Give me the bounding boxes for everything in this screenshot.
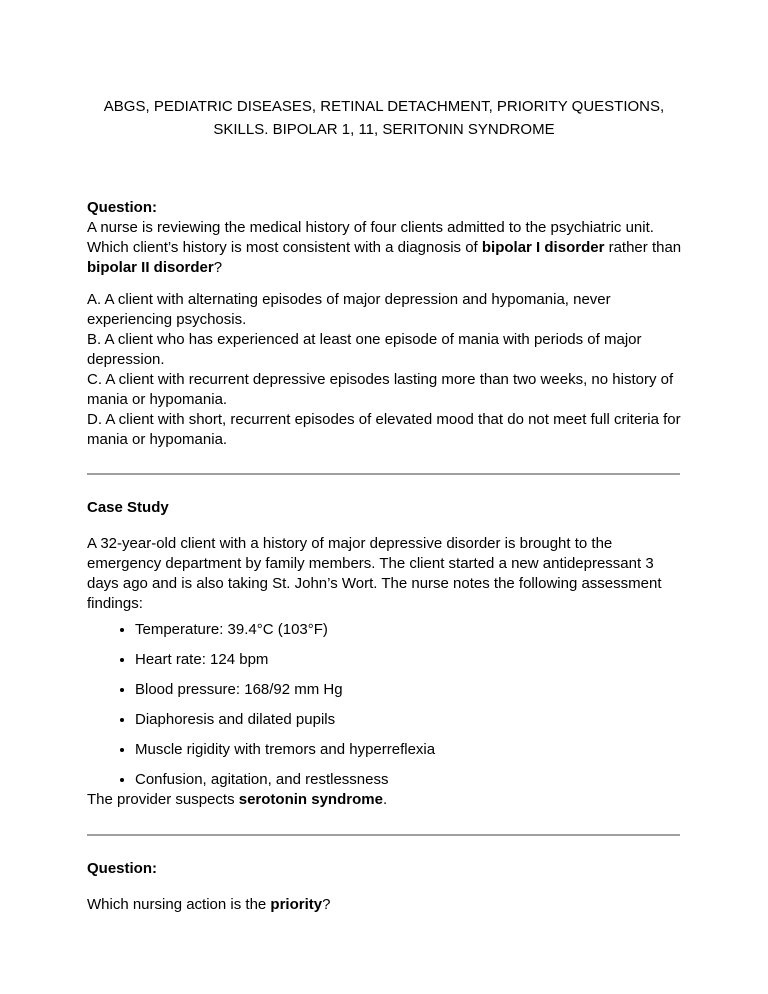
stem-text: ? [322,896,331,913]
conclusion-text: The provider suspects [87,791,239,808]
title-line: SKILLS. BIPOLAR 1, 11, SERITONIN SYNDROME [213,121,555,138]
finding-item: • Heart rate: 124 bpm [135,650,685,680]
finding-item: • Confusion, agitation, and restlessness [135,770,685,800]
title-line: ABGS, PEDIATRIC DISEASES, RETINAL DETACHMENT, PRIORITY QUESTIONS, [103,98,665,115]
case-study-conclusion [87,790,685,810]
finding-item: • Muscle rigidity with tremors and hyperreflexia [135,740,685,770]
question-label: Question: [87,199,157,216]
findings-list [87,620,685,800]
option-b: B. A client who has experienced at least one episode of mania with periods of major depression. [87,331,642,368]
option-d: D. A client with short, recurrent episodes of elevated mood that do not meet full criteria for mania or hypomania. [87,411,681,448]
stem-text: ? [213,259,223,276]
case-study-heading: Case Study [87,499,169,516]
finding-item: • Temperature: 39.4°C (103°F) [135,620,685,650]
stem-text: rather than [604,239,682,256]
question-stem [87,895,685,915]
question-1 [87,198,685,450]
stem-bold: bipolar I disorder [481,239,605,256]
divider [87,834,680,836]
divider [87,473,680,475]
option-c: C. A client with recurrent depressive episodes lasting more than two weeks, no history of mania or hypomania. [87,371,674,408]
stem-bold: priority [270,896,323,913]
conclusion-text: . [382,791,388,808]
finding-item: • Blood pressure: 168/92 mm Hg [135,680,685,710]
case-study [87,498,685,810]
answer-options [87,290,685,450]
question-2 [87,859,685,915]
stem-text: Which nursing action is the [87,896,271,913]
case-study-paragraph: A 32-year-old client with a history of major depressive disorder is brought to the emergency department by family members. The client started a new antidepressant 3 days ago and is also taking St. John’s Wort. The nurse notes the following assessment findings: [87,535,662,612]
finding-item: • Diaphoresis and dilated pupils [135,710,685,740]
stem-text: A nurse is reviewing the medical history of four clients admitted to the psychiatric unit. Which client’s history is most consistent with a diagnosis of [87,219,654,256]
stem-bold: bipolar II disorder [87,259,214,276]
question-stem [87,218,685,278]
document-title [60,95,708,141]
option-a: A. A client with alternating episodes of major depression and hypomania, never experiencing psychosis. [87,291,611,328]
question-label: Question: [87,860,157,877]
conclusion-bold: serotonin syndrome [238,791,383,808]
